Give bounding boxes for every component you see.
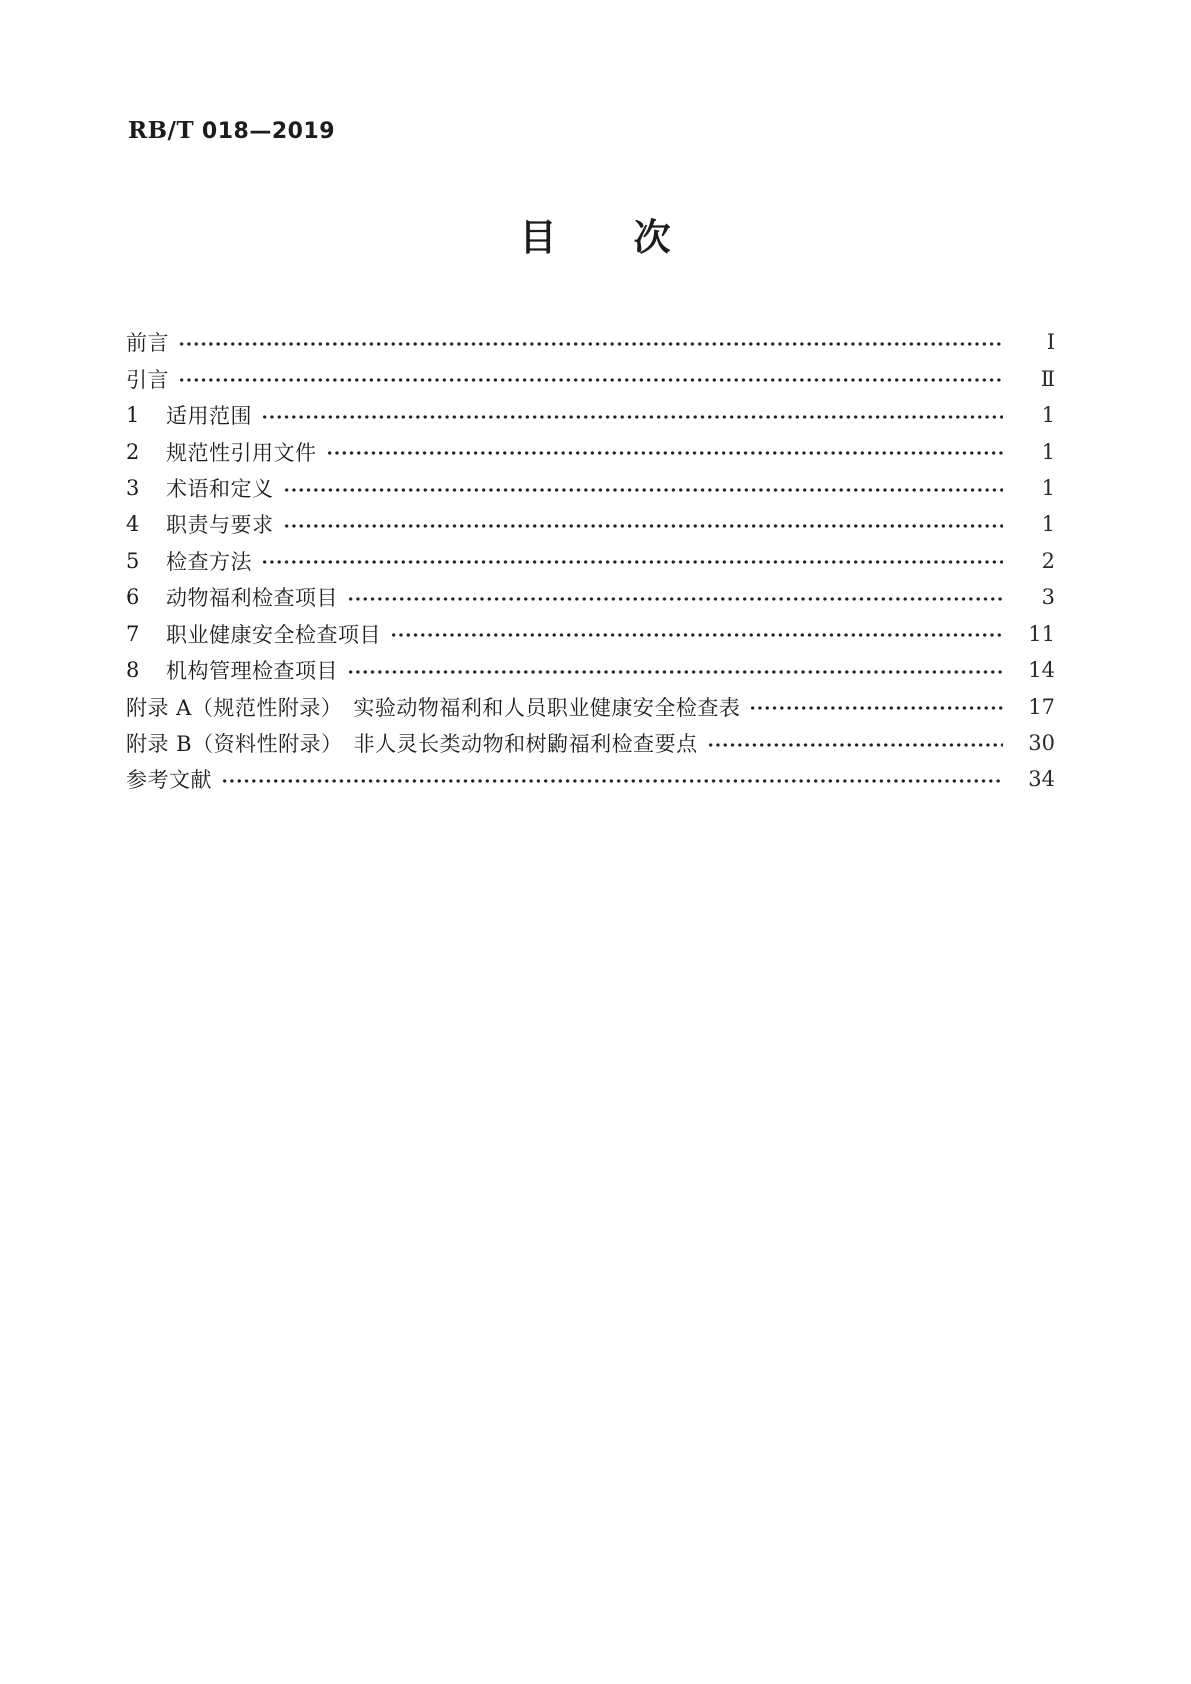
toc-entry xyxy=(126,324,1055,360)
standard-code-number: 018—2019 xyxy=(201,119,336,144)
toc-entry-label: 术语和定义 xyxy=(166,476,274,501)
toc-entry xyxy=(126,433,1055,469)
dot-leader xyxy=(261,397,1003,433)
toc-entry xyxy=(126,688,1055,724)
toc-entry-number: 8 xyxy=(126,658,140,683)
dot-leader xyxy=(347,652,1003,688)
toc-entry-label: 职业健康安全检查项目 xyxy=(166,622,381,647)
toc-entry xyxy=(126,616,1055,652)
toc-entry-label: 引言 xyxy=(126,367,169,392)
toc-entry-number: 4 xyxy=(126,512,140,537)
standard-code-prefix: RB/T xyxy=(128,117,195,144)
toc-entry-label: 检查方法 xyxy=(166,549,252,574)
toc-entry-page: 17 xyxy=(1028,694,1055,719)
dot-leader xyxy=(283,506,1004,542)
dot-leader xyxy=(390,616,1003,652)
dot-leader xyxy=(221,761,1003,797)
toc-entry xyxy=(126,579,1055,615)
standard-code xyxy=(128,117,335,144)
dot-leader xyxy=(749,688,1003,724)
toc-entry-label: 适用范围 xyxy=(166,404,252,429)
toc-list xyxy=(126,324,1055,798)
toc-entry-page: Ⅰ xyxy=(1046,330,1055,355)
toc-entry xyxy=(126,543,1055,579)
dot-leader xyxy=(261,543,1003,579)
toc-entry-label: 职责与要求 xyxy=(166,513,274,538)
toc-entry-page: 11 xyxy=(1028,621,1055,646)
toc-entry-page: 1 xyxy=(1041,475,1055,500)
dot-leader xyxy=(178,360,1003,396)
toc-entry xyxy=(126,470,1055,506)
toc-entry-number: 1 xyxy=(126,403,140,428)
toc-entry-number: 5 xyxy=(126,548,140,573)
toc-entry-number: 2 xyxy=(126,439,140,464)
page-title: 目 次 xyxy=(519,215,672,259)
dot-leader xyxy=(283,470,1004,506)
toc-entry-page: 14 xyxy=(1028,658,1055,683)
toc-entry-number: 7 xyxy=(126,621,140,646)
toc-entry xyxy=(126,397,1055,433)
toc-entry xyxy=(126,506,1055,542)
toc-entry xyxy=(126,761,1055,797)
dot-leader xyxy=(347,579,1003,615)
toc-entry-page: Ⅱ xyxy=(1040,366,1055,391)
toc-entry-label: 机构管理检查项目 xyxy=(166,659,338,684)
toc-entry-page: 2 xyxy=(1041,548,1055,573)
toc-entry-label: 附录 B（资料性附录） 非人灵长类动物和树鼩福利检查要点 xyxy=(126,732,698,757)
toc-entry-page: 1 xyxy=(1041,403,1055,428)
toc-entry-number: 3 xyxy=(126,475,140,500)
toc-entry-page: 30 xyxy=(1028,731,1055,756)
toc-entry-label: 附录 A（规范性附录） 实验动物福利和人员职业健康安全检查表 xyxy=(126,695,741,720)
toc-entry-label: 前言 xyxy=(126,331,169,356)
toc-entry-label: 动物福利检查项目 xyxy=(166,586,338,611)
toc-entry xyxy=(126,652,1055,688)
dot-leader xyxy=(707,725,1003,761)
dot-leader xyxy=(326,433,1004,469)
toc-entry-page: 1 xyxy=(1041,439,1055,464)
toc-entry-page: 1 xyxy=(1041,512,1055,537)
toc-entry-page: 34 xyxy=(1028,767,1055,792)
toc-entry-label: 参考文献 xyxy=(126,768,212,793)
dot-leader xyxy=(178,324,1003,360)
standard-code-space xyxy=(194,118,202,144)
toc-entry-label: 规范性引用文件 xyxy=(166,440,317,465)
toc-entry xyxy=(126,360,1055,396)
toc-entry-page: 3 xyxy=(1041,585,1055,610)
toc-entry-number: 6 xyxy=(126,585,140,610)
toc-entry xyxy=(126,725,1055,761)
